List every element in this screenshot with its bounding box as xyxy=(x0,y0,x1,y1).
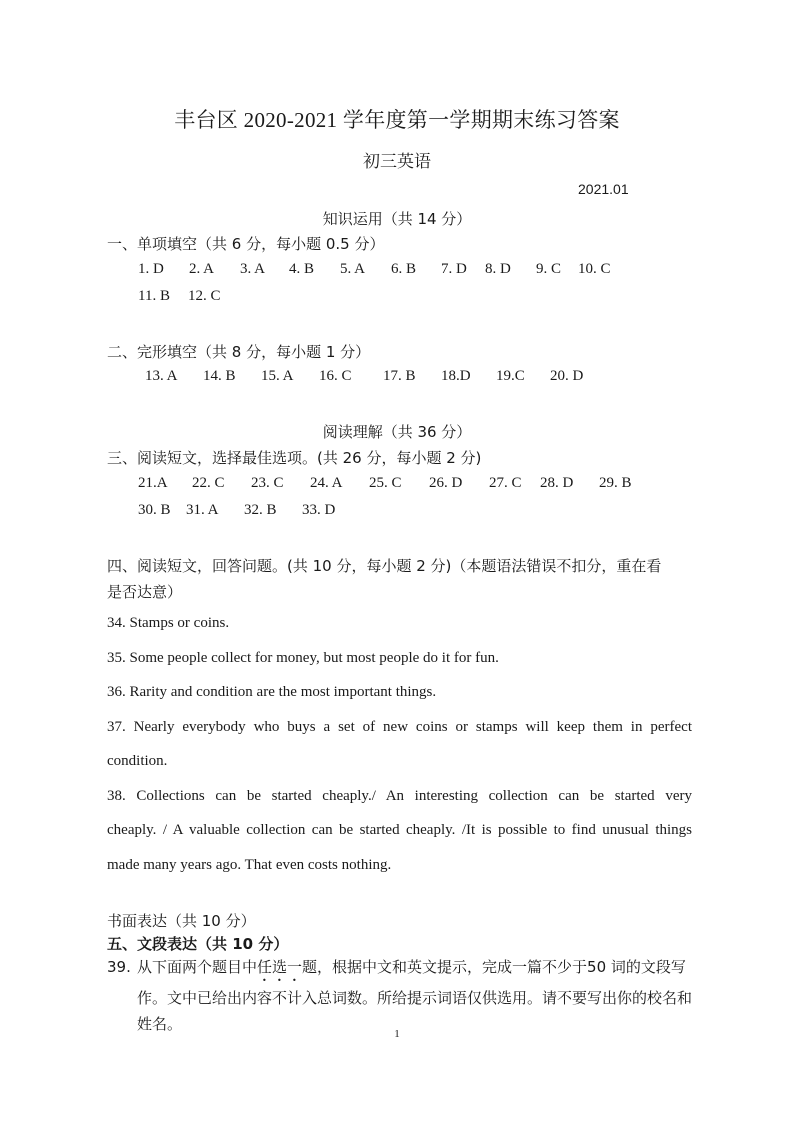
answer-38-line1: 38. Collections can be started cheaply./ An interesting collection can be started very xyxy=(107,788,692,804)
answer-item: 3. A xyxy=(240,261,266,277)
section-heading-single-choice: 一、单项填空（共 6 分，每小题 0.5 分） xyxy=(107,235,385,253)
answer-item: 30. B xyxy=(138,502,171,518)
answer-item: 9. C xyxy=(536,261,562,277)
answer-item: 21.A xyxy=(138,475,168,491)
question-39 xyxy=(107,954,697,1037)
answer-item: 22. C xyxy=(192,475,225,491)
section-heading-reading-answer-cont: 是否达意） xyxy=(107,583,183,601)
answer-37-line2: condition. xyxy=(107,753,168,769)
page-number: 1 xyxy=(394,1028,400,1040)
section-heading-reading-choice: 三、阅读短文，选择最佳选项。(共 26 分，每小题 2 分) xyxy=(107,449,482,467)
answer-item: 11. B xyxy=(138,288,170,304)
answer-item: 2. A xyxy=(189,261,215,277)
answer-item: 18.D xyxy=(441,368,471,384)
answer-item: 29. B xyxy=(599,475,632,491)
answer-row xyxy=(138,261,611,278)
question-39-text-part: 从下面两个题目中 xyxy=(137,958,258,976)
section-heading-cloze: 二、完形填空（共 8 分，每小题 1 分） xyxy=(107,343,371,361)
answer-item: 27. C xyxy=(489,475,522,491)
answer-item: 12. C xyxy=(188,288,221,304)
answer-item: 24. A xyxy=(310,475,343,491)
answer-34: 34. Stamps or coins. xyxy=(107,615,230,631)
answer-item: 15. A xyxy=(261,368,294,384)
answer-36: 36. Rarity and condition are the most important things. xyxy=(107,684,437,700)
answer-item: 8. D xyxy=(485,261,511,277)
question-39-text xyxy=(137,954,697,1037)
answer-item: 28. D xyxy=(540,475,574,491)
answer-item: 16. C xyxy=(319,368,352,384)
answer-38-line3: made many years ago. That even costs nothing. xyxy=(107,857,392,873)
document-subtitle: 初三英语 xyxy=(363,152,431,171)
answer-item: 7. D xyxy=(441,261,467,277)
answer-item: 31. A xyxy=(186,502,219,518)
answer-item: 33. D xyxy=(302,502,336,518)
answer-item: 4. B xyxy=(289,261,315,277)
answer-row xyxy=(138,288,221,305)
answer-37-line1: 37. Nearly everybody who buys a set of new coins or stamps will keep them in perfect xyxy=(107,719,692,735)
answer-item: 25. C xyxy=(369,475,402,491)
question-39-emphasis: 任选一 xyxy=(257,958,303,976)
answer-item: 1. D xyxy=(138,261,164,277)
answer-item: 13. A xyxy=(145,368,178,384)
question-39-text-part: 题，根据中文和英文提示，完成一篇不少于50 词的文段写作。文中已给出内容不计入总词数。所给提示词语仅供选用。请不要写出你的校名和姓名。 xyxy=(137,958,693,1033)
answer-item: 23. C xyxy=(251,475,284,491)
document-date: 2021.01 xyxy=(578,181,629,197)
answer-row xyxy=(145,368,583,385)
answer-item: 14. B xyxy=(203,368,236,384)
answer-item: 32. B xyxy=(244,502,277,518)
answer-item: 20. D xyxy=(550,368,584,384)
answer-35: 35. Some people collect for money, but most people do it for fun. xyxy=(107,650,499,666)
answer-item: 26. D xyxy=(429,475,463,491)
question-39-number: 39. xyxy=(107,958,131,976)
answer-item: 19.C xyxy=(496,368,525,384)
part-heading-knowledge: 知识运用（共 14 分） xyxy=(322,210,472,228)
document-title: 丰台区 2020-2021 学年度第一学期期末练习答案 xyxy=(174,108,620,132)
answer-item: 6. B xyxy=(391,261,417,277)
section-heading-reading-answer: 四、阅读短文，回答问题。(共 10 分，每小题 2 分)（本题语法错误不扣分，重在看 xyxy=(107,557,662,575)
answer-item: 10. C xyxy=(578,261,611,277)
answer-row xyxy=(138,502,335,519)
part-heading-writing: 书面表达（共 10 分） xyxy=(107,912,256,930)
answer-item: 5. A xyxy=(340,261,366,277)
answer-row xyxy=(138,475,632,492)
answer-38-line2: cheaply. / A valuable collection can be started cheaply. /It is possible to find unusual things xyxy=(107,822,692,838)
part-heading-reading: 阅读理解（共 36 分） xyxy=(322,423,472,441)
answer-item: 17. B xyxy=(383,368,416,384)
section-heading-writing: 五、文段表达（共 10 分） xyxy=(107,935,289,953)
